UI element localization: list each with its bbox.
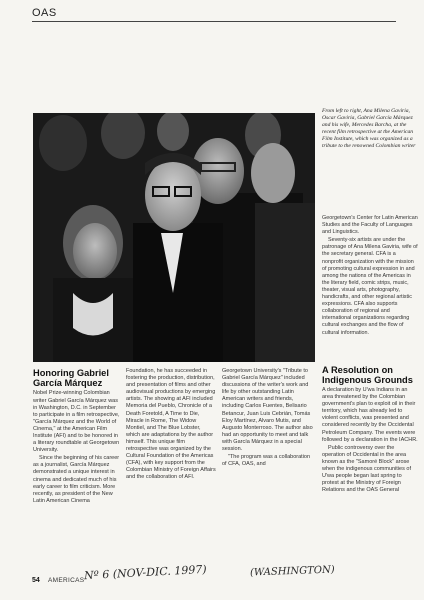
photo-image [33,113,315,362]
right-paragraph-2: Seventy-six artists are under the patronage of Ana Milena Gaviria, wife of the secretary general. CFA is a nonprofit organization with the mission of promoting cultural expression in and among the nations of the Americas in the literary field, comic strips, music, theater, visual arts, photography, handicrafts, and other regional artistic expressions. CFA also supports collaboration of regional and international organizations regarding cultural exchanges and the flow of cultural information. [322,237,418,336]
handwritten-city-note: (WASHINGTON) [249,564,335,579]
header-rule [32,21,396,22]
article1-column-3 [222,368,314,469]
handwritten-issue-note: Nº 6 (NOV-DIC. 1997) [83,562,207,583]
article1-headline: Honoring Gabriel García Márquez [33,368,109,389]
article2-headline: A Resolution on Indigenous Grounds [322,365,413,386]
article1-column-2 [126,368,216,483]
article2-paragraph: Public controversy over the operation of Occidental in the area known as the "Samoré Block" arose when the indigenous communities of U'wa people began last spring to protest at the Ministry of Foreign Relations and the OAS General [322,444,411,494]
page-number: 54 [32,577,40,584]
article1-paragraph: Since the beginning of his career as a journalist, García Márquez demonstrated a unique interest in cinema and dedicated much of his early career to film criticism. More recently, as president of the New Latin American Cinema [33,455,120,504]
article2-paragraph: A declaration by U'wa Indians in an area threatened by the Colombian government's plan to exploit oil in their territory, which has already led to violent conflicts, was presented and considered recently by the Occidental Petroleum Company. The events were followed by a declaration in the IACHR. [322,387,418,443]
article1-paragraph: Foundation, he has succeeded in fostering the production, distribution, and presentation of films and other audiovisual productions by emerging artists. The showing at AFI included Memoria del Pueblo, Chronicle of a Death Foretold, A Time to Die, Miracle in Rome, The Widow Montiel, and The Blue Lobster, which are adaptations by the author himself. This unique film retrospective was organized by the Cultural Foundation of the Americas (CFA), with key support from the Colombian Ministry of Foreign Affairs and the collaboration of AFI. [126,368,216,481]
article-photo [33,113,315,362]
oas-logo: OAS [32,7,57,19]
magazine-name: AMERICAS [48,577,85,584]
photo-caption: From left to right, Ana Milena Gaviria, Oscar Gaviria, Gabriel García Márquez and his wife, Mercedes Barcha, at the recent film retrospective at the American Film Institute, which was organized as a tribute to the renowned Colombian writer [322,108,416,149]
right-paragraph-1: Georgetown's Center for Latin American Studies and the Faculty of Languages and Linguistics. [322,215,418,236]
article1-column-1 [33,368,121,506]
article1-paragraph: Nobel Prize-winning Colombian writer Gabriel García Márquez was in Washington, D.C. in September to participate in a film retrospective, "García Márquez and the World of Cinema," at the American Film Institute (AFI) and to be honored in a literary roundtable at Georgetown University. [33,390,120,454]
article1-paragraph: Georgetown University's "Tribute to Gabriel García Márquez" included discussions of the writer's work and life by other outstanding Latin American writers and friends, including Carlos Fuentes, Belisario Betancur, Juan Luis Cebrián, Tomás Eloy Martínez, Alvaro Mutis, and Augusto Monterroso. The author also had an opportunity to meet and talk with García Márquez in a special session. [222,368,313,453]
article2-column [322,387,418,495]
right-column-text [322,215,418,338]
article1-paragraph: "The program was a collaboration of CFA, OAS, and [222,454,311,468]
